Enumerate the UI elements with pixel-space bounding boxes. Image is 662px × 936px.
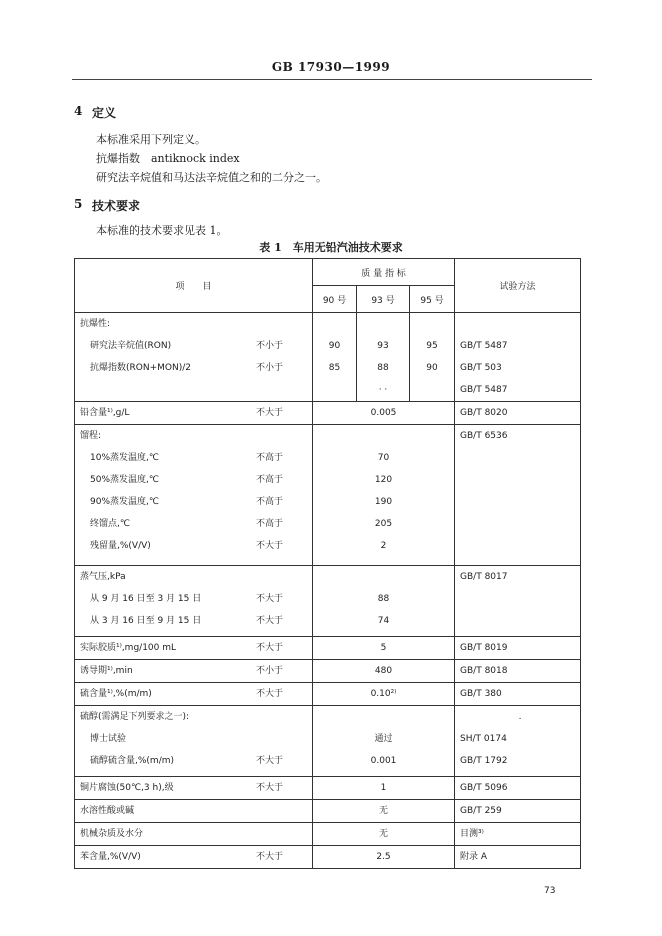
table-header-row [75,259,581,286]
cell-benzene-value: 2.5 [376,852,391,862]
table-row-induction [75,660,581,683]
cell-doctor-test: 博士试验 [90,734,127,744]
cell-gum-value: 5 [380,643,387,653]
cell-mercaptan-sulfur-value: 0.001 [370,756,397,766]
cell-induction-cond: 不小于 [256,666,284,676]
cell-impurity-name: 机械杂质及水分 [80,829,144,839]
cell-antiknock-index-95: 90 [426,363,438,373]
cell-doctor-test-method: SH/T 0174 [460,734,507,744]
cell-copper-method: GB/T 5096 [460,783,508,793]
section-4-line-2: 抗爆指数 antiknock index [96,152,240,165]
cell-induction-name: 诱导期¹⁾,min [80,666,133,676]
cell-copper-name: 铜片腐蚀(50℃,3 h),级 [80,783,174,793]
cell-benzene-name: 苯含量,%(V/V) [80,852,141,862]
table-row-antiknock [75,313,581,402]
cell-ron-93: 93 [377,341,389,351]
table-row-gum [75,637,581,660]
cell-t50: 50%蒸发温度,℃ [90,475,159,485]
cell-vapor-winter-cond: 不大于 [256,594,284,604]
page-number: 73 [544,886,556,896]
cell-vapor-summer-cond: 不大于 [256,616,284,626]
table-row-water-acid [75,800,581,823]
cell-impurity-method: 目测³⁾ [460,829,484,839]
page-header: GB 17930—1999 [271,60,391,74]
cell-endpoint: 终馏点,℃ [90,519,130,529]
cell-t10-value: 70 [377,453,390,463]
section-4-title: 定义 [92,106,117,120]
cell-copper-cond: 不大于 [256,783,284,793]
cell-t10: 10%蒸发温度,℃ [90,453,159,463]
cell-mercaptan-title: 硫醇(需满足下列要求之一): [80,712,190,722]
section-4-line-1: 本标准采用下列定义。 [96,133,206,146]
cell-sulfur-name: 硫含量¹⁾,%(m/m) [80,689,152,699]
table-row-sulfur [75,683,581,706]
section-4-number: 4 [74,104,83,118]
header-item: 项 目 [75,259,313,313]
cell-antiknock-title: 抗爆性: [80,319,111,329]
table-row-impurity [75,823,581,846]
header-method: 试验方法 [455,259,581,313]
cell-benzene-cond: 不大于 [256,852,284,862]
cell-induction-value: 480 [374,666,393,676]
section-5-title: 技术要求 [92,199,141,213]
cell-benzene-method: 附录 A [460,852,488,862]
cell-endpoint-value: 205 [374,519,393,529]
section-5-intro: 本标准的技术要求见表 1。 [96,224,228,237]
header-grade-93: 93 号 [357,286,410,313]
table-row-copper [75,777,581,800]
cell-mercaptan-sulfur-method: GB/T 1792 [460,756,508,766]
cell-lead-cond: 不大于 [256,408,284,418]
cell-residue: 残留量,%(V/V) [90,541,151,551]
cell-distillation-method: GB/T 6536 [460,431,508,441]
cell-t90-value: 190 [374,497,393,507]
cell-t90-cond: 不高于 [256,497,284,507]
cell-ron-cond: 不小于 [256,341,284,351]
cell-gum-name: 实际胶质¹⁾,mg/100 mL [80,643,177,653]
cell-vapor-method: GB/T 8017 [460,572,508,582]
cell-antiknock-index: 抗爆指数(RON+MON)/2 [90,363,191,373]
cell-t50-cond: 不高于 [256,475,284,485]
spec-table [74,258,581,869]
cell-doctor-test-value: 通过 [374,734,393,744]
cell-ron-90: 90 [328,341,341,351]
table-row-lead [75,402,581,425]
cell-sulfur-method: GB/T 380 [460,689,502,699]
cell-impurity-value: 无 [379,829,389,839]
header-quality: 质 量 指 标 [313,259,455,286]
cell-t10-cond: 不高于 [256,453,284,463]
cell-lead-method: GB/T 8020 [460,408,508,418]
header-rule [72,79,592,80]
section-4-line-3: 研究法辛烷值和马达法辛烷值之和的二分之一。 [96,171,327,184]
cell-water-acid-name: 水溶性酸或碱 [80,806,135,816]
table-row-vapor [75,566,581,637]
cell-residue-cond: 不大于 [256,541,284,551]
cell-t50-value: 120 [374,475,393,485]
cell-t90: 90%蒸发温度,℃ [90,497,159,507]
cell-antiknock-index-93: 88 [377,363,389,373]
cell-vapor-winter: 从 9 月 16 日至 3 月 15 日 [90,594,202,604]
cell-copper-value: 1 [380,783,387,793]
section-5-number: 5 [74,197,83,211]
cell-mercaptan-mark: . [518,712,522,722]
cell-water-acid-value: 无 [379,806,389,816]
cell-antiknock-method-2: GB/T 5487 [460,385,508,395]
cell-antiknock-index-cond: 不小于 [256,363,284,373]
cell-gum-method: GB/T 8019 [460,643,508,653]
cell-vapor-summer-value: 74 [377,616,390,626]
table-row-benzene [75,846,581,869]
table-caption: 表 1 车用无铅汽油技术要求 [259,241,403,254]
cell-vapor-summer: 从 3 月 16 日至 9 月 15 日 [90,616,202,626]
cell-mercaptan-sulfur-cond: 不大于 [256,756,284,766]
table-row-distillation [75,425,581,566]
cell-ron-95: 95 [426,341,438,351]
cell-ron: 研究法辛烷值(RON) [90,341,172,351]
cell-antiknock-index-90: 85 [328,363,341,373]
cell-lead-name: 铅含量¹⁾,g/L [80,408,130,418]
cell-water-acid-method: GB/T 259 [460,806,502,816]
cell-induction-method: GB/T 8018 [460,666,508,676]
cell-vapor-title: 蒸气压,kPa [80,572,126,582]
cell-residue-value: 2 [380,541,387,551]
cell-vapor-winter-value: 88 [377,594,390,604]
header-grade-95: 95 号 [410,286,455,313]
cell-gum-cond: 不大于 [256,643,284,653]
header-grade-90: 90 号 [313,286,357,313]
cell-ron-method: GB/T 5487 [460,341,508,351]
cell-lead-value: 0.005 [370,408,397,418]
cell-antiknock-mark: · · [378,385,388,395]
cell-antiknock-method-1: GB/T 503 [460,363,502,373]
cell-distillation-title: 馏程: [80,431,102,441]
cell-sulfur-value: 0.10²⁾ [370,689,397,699]
cell-endpoint-cond: 不高于 [256,519,284,529]
cell-mercaptan-sulfur: 硫醇硫含量,%(m/m) [90,756,175,766]
cell-sulfur-cond: 不大于 [256,689,284,699]
table-row-mercaptan [75,706,581,777]
